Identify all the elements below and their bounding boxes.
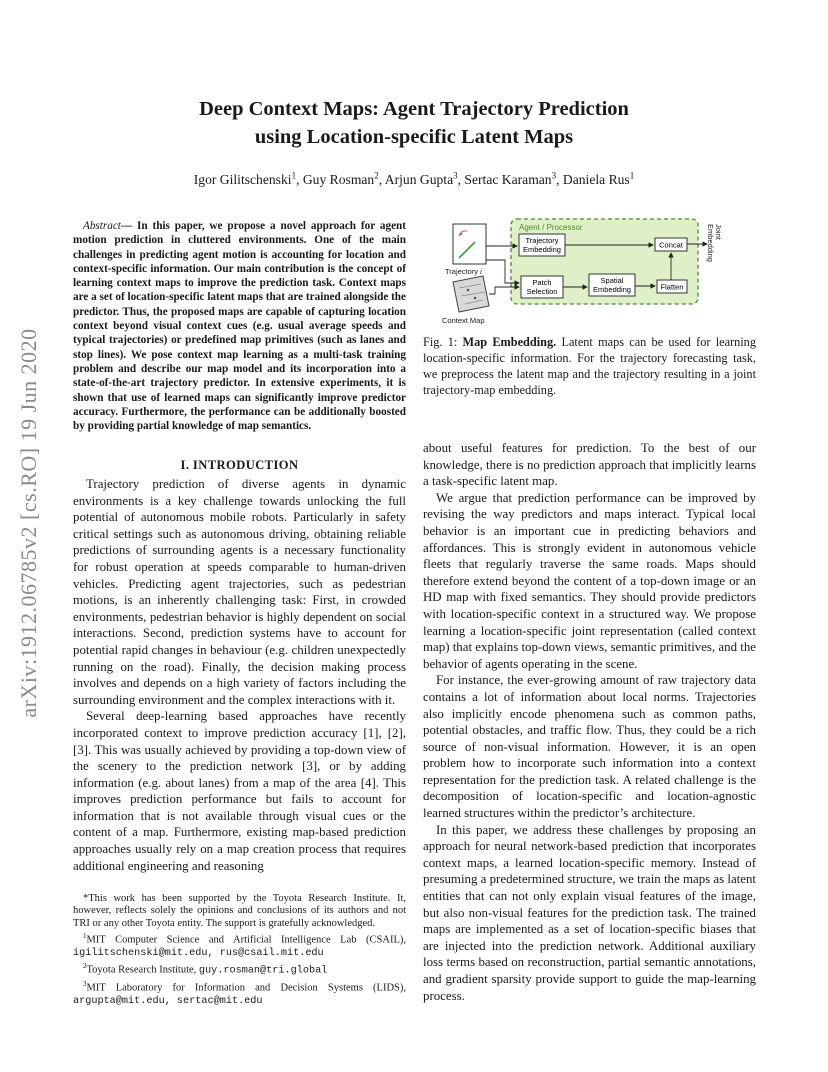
section-heading-introduction: I. INTRODUCTION — [180, 458, 299, 472]
arxiv-id: arXiv:1912.06785v2 [cs.RO] 19 Jun 2020 — [16, 328, 41, 718]
footnote-affiliation-2: $^2$Toyota Research Institute, guy.rosman@tri.global — [83, 961, 328, 977]
caption-text: Latent maps can be used for learning location-specific information. For the trajectory forecasting task, we preprocess the latent map and the trajectory resulting in a joint trajectory-map embedding. — [423, 335, 756, 397]
figure-caption — [423, 334, 756, 398]
body-paragraph: For instance, the ever-growing amount of raw trajectory data contains a lot of information about local norms. Trajectories also implicitly encode phenomena such as common paths, potential obstacles, and traffic flow. Thus, they could be a rich source of non-visual information. However, it is an open problem how to incorporate such information into a context representation for the prediction task. A related challenge is the decomposition of location-specific and location-agnostic learned structures within the predictor’s architecture. — [423, 673, 756, 821]
block-label: Selection — [526, 287, 558, 296]
block-label: Patch — [532, 278, 552, 287]
block-label: Spatial — [600, 276, 624, 285]
email-link[interactable]: igilitschenski@mit.edu, rus@csail.mit.edu — [73, 947, 324, 959]
context-map-icon — [453, 276, 489, 312]
trajectory-label: Trajectory i — [445, 267, 482, 276]
trajectory-input-icon — [453, 224, 486, 264]
body-paragraph: In this paper, we address these challenges by proposing an approach for neural network-based prediction that incorporates context maps, a learned location-specific memory. Instead of presuming a predetermined structure, we train the maps as latent entities that can not only explain visual features of the image, but also non-visual features for the prediction task. The trained maps are implemented as a set of location-specific biases that are injected into the prediction network. Additional auxiliary loss terms based on reconstruction, partial semantic annotations, and gradient sparsity provide support to guide the map-learning process. — [423, 822, 756, 1003]
footnote-funding: *This work has been supported by the Toyota Research Institute. It, however, reflects solely the opinions and conclusions of its authors and not TRI or any other Toyota entity. The support is gratefully acknowledged. — [73, 893, 406, 929]
author: Daniela Rus$^1$ — [562, 170, 635, 187]
author: Sertac Karaman$^3$, — [464, 170, 563, 187]
body-paragraph: Several deep-learning based approaches have recently incorporated context to improve prediction accuracy [1], [2], [3]. This was usually achieved by providing a top-down view of the scenery to the prediction network [3], or by adding information (e.g. about lanes) from a map of the area [4]. This improves prediction performance but fails to account for information that is not available through visual cues or the content of a map. Furthermore, existing map-based prediction approaches usually rely on a map creation process that requires additional engineering and reasoning — [73, 709, 406, 873]
block-label: Trajectory — [525, 236, 559, 245]
author: Arjun Gupta$^3$, — [384, 170, 465, 187]
author-list — [60, 170, 768, 188]
arxiv-sidebar-stamp — [14, 288, 44, 758]
abstract-text: In this paper, we propose a novel approach for agent motion prediction in cluttered environments. One of the main challenges in predicting agent motion is accounting for location and context-specific information. Our main contribution is the concept of learning context maps to improve the prediction task. Context maps are a set of location-specific latent maps that are trained alongside the predictor. Thus, the proposed maps are capable of capturing location context beyond visual context cues (e.g. usual average speeds and typical trajectories) or predefined map primitives (such as lanes and stop lines). We pose context map learning as a multi-task training problem and describe our map model and its incorporation into a state-of-the-art trajectory predictor. In extensive experiments, it is shown that use of learned maps can significantly improve predictor accuracy. Furthermore, the performance can be additionally boosted by providing partial knowledge of map semantics. — [73, 220, 407, 433]
footnote-affiliation-1: $^1$MIT Computer Science and Artificial Intelligence Lab (CSAIL), igilitschenski@mit.edu, rus@csail.mit.edu — [73, 931, 406, 959]
abstract: Abstract— In this paper, we propose a novel approach for agent motion prediction in cluttered environments. One of the main challenges in predicting agent motion is accounting for location and context-specific information. Our main contribution is the concept of learning context maps to improve the prediction task. Context maps are a set of location-specific latent maps that are trained alongside the predictor. Thus, the proposed maps are capable of capturing location context beyond visual context cues (e.g. usual average speeds and typical trajectories) or predefined map primitives (such as lanes and stop lines). We pose context map learning as a multi-task training problem and describe our map model and its incorporation into a state-of-the-art trajectory predictor. In extensive experiments, it is shown that use of learned maps can significantly improve predictor accuracy. Furthermore, the performance can be additionally boosted by providing partial knowledge of map semantics. — [73, 220, 407, 433]
title-line-1: Deep Context Maps: Agent Trajectory Prediction — [199, 98, 629, 120]
figure-number: Fig. 1: — [423, 335, 463, 349]
email-link[interactable]: guy.rosman@tri.global — [198, 965, 328, 977]
author: Guy Rosman$^2$, — [302, 170, 385, 187]
figure-title: Map Embedding. — [462, 335, 557, 349]
email-link[interactable]: argupta@mit.edu, sertac@mit.edu — [73, 995, 263, 1007]
body-paragraph: We argue that prediction performance can be improved by revising the way predictors and maps interact. Typical local behavior is an important cue in predicting behaviors and affordances. This is strongly evident in autonomous vehicle fleets that regularly traverse the same roads. Maps should therefore extend beyond the content of a top-down image or an HD map with fixed semantics. They should provide predictors with location-specific context in a structured way. We propose learning a location-specific joint representation (called context map) that explains top-down views, semantic primitives, and the behavior of agents operating in the scene. — [423, 490, 756, 671]
body-paragraph: about useful features for prediction. To the best of our knowledge, there is no prediction approach that implicitly learns a task-specific latent map. — [423, 441, 756, 489]
block-label: Embedding — [523, 245, 561, 254]
author: Igor Gilitschenski$^1$, — [193, 170, 303, 187]
footnotes — [73, 893, 406, 1008]
context-map-label: Context Map — [442, 316, 485, 325]
block-label: Embedding — [593, 285, 631, 294]
processor-label: Agent / Processor — [519, 223, 583, 232]
joint-embedding-label: Joint Embedding — [706, 224, 723, 262]
block-label: Flatten — [660, 282, 684, 292]
left-column-body — [73, 476, 406, 874]
abstract-label: Abstract — [83, 220, 121, 232]
footnote-affiliation-3: $^3$MIT Laboratory for Information and Decision Systems (LIDS), argupta@mit.edu, sertac@mit.edu — [73, 979, 406, 1007]
right-column-body — [423, 440, 756, 1004]
figure-map-embedding — [423, 214, 756, 328]
body-paragraph: Trajectory prediction of diverse agents in dynamic environments is a key challenge towards unlocking the full potential of autonomous mobile robots. Particularly in safety critical settings such as autonomous driving, obtaining reliable predictions of surrounding agents is a necessary functionality for robust operation at speeds comparable to human-driven vehicles. Predicting agent trajectories, such as pedestrian motions, is an inherently challenging task: First, in crowded environments, pedestrian behavior is highly dependent on social interactions. Second, prediction systems have to account for potential rapid changes in behaviour (e.g. children unexpectedly running on the road). Finally, the decision making process involves and depends on a high variety of factors including the surrounding environment and the complex interactions with it. — [73, 477, 406, 707]
title-line-2: using Location-specific Latent Maps — [254, 126, 574, 148]
paper-title — [60, 95, 768, 151]
block-label: Concat — [659, 240, 683, 250]
